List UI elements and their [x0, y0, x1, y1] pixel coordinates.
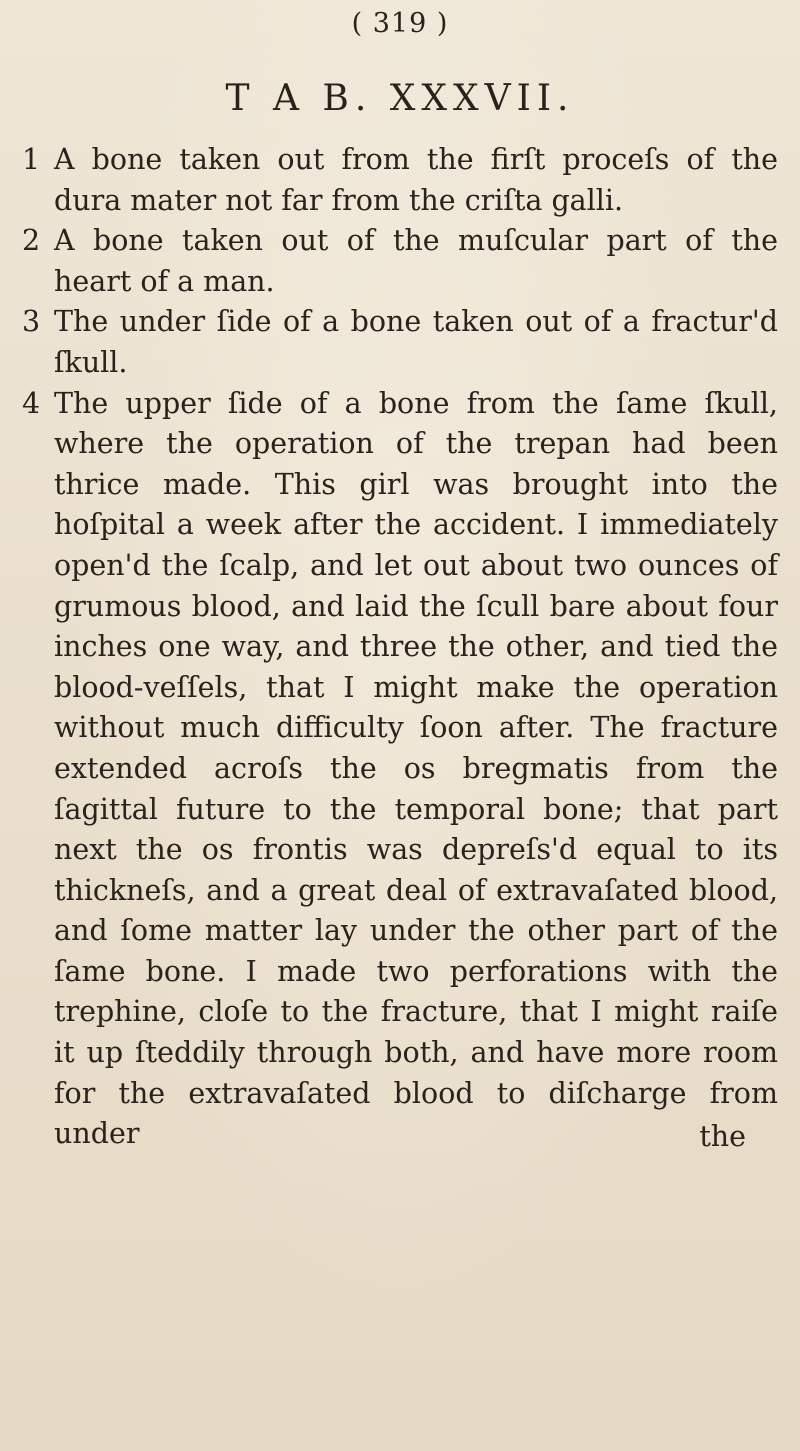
entry-text: The under ſide of a bone taken out of a fractur'd ſkull. [54, 305, 778, 379]
catchword: the [699, 1120, 746, 1153]
entry-text: A bone taken out of the muſcular part of the heart of a man. [54, 224, 778, 298]
list-item [22, 384, 778, 1155]
entry-number: 3 [22, 305, 41, 339]
list-item [22, 140, 778, 221]
entry-number: 4 [22, 386, 41, 420]
plate-explanation-list [22, 140, 778, 1155]
entry-number: 2 [22, 224, 41, 258]
entry-number: 1 [22, 143, 41, 176]
page-number: ( 319 ) [351, 8, 449, 39]
entry-text: A bone taken out from the firſt proceſs of the dura mater not far from the criſta galli. [54, 143, 778, 217]
entry-text: The upper ſide of a bone from the ſame ſkull, where the operation of the trepan had been thrice made. This girl was brought into the hoſpital a week after the accident. I immediately open'd the ſcalp, and let out about two ounces of grumous blood, and laid the ſcull bare about four inches one way, and three the other, and tied the blood-veſſels, that I might make the operation without much difficulty ſoon after. The fracture extended acroſs the os bregmatis from the ſagittal future to the temporal bone; that part next the os frontis was depreſs'd equal to its thickneſs, and a great deal of extravaſated blood, and ſome matter lay under the other part of the ſame bone. I made two perforations with the trephine, cloſe to the fracture, that I might raiſe it up ſteddily through both, and have more room for the extravaſated blood to diſcharge from under [54, 386, 778, 1151]
list-item [22, 302, 778, 383]
list-item [22, 221, 778, 302]
table-title: T A B. XXXVII. [225, 78, 575, 119]
